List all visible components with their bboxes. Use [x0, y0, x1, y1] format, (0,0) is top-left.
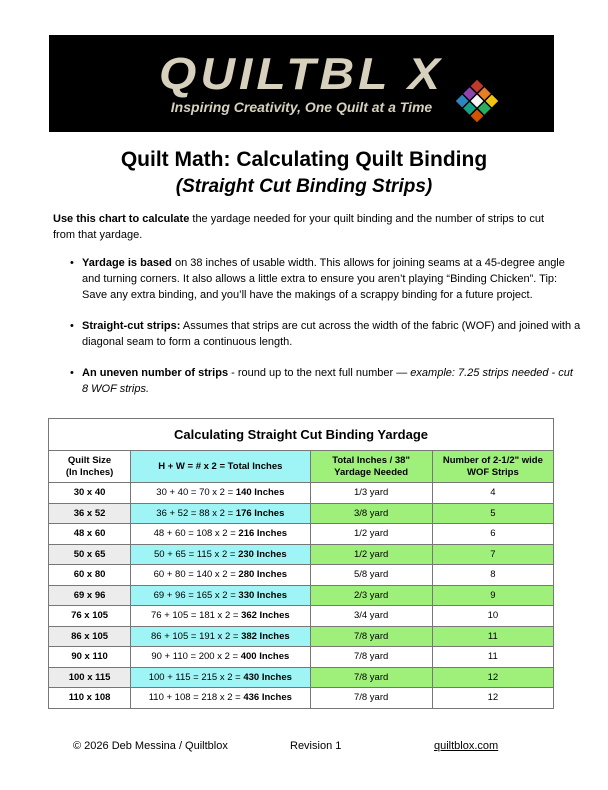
cell-calc — [131, 565, 310, 586]
calc-total: 140 Inches — [235, 487, 285, 499]
cell-strips: 6 — [432, 524, 553, 545]
cell-calc — [131, 544, 310, 565]
table-body — [49, 483, 554, 709]
cell-strips: 12 — [432, 688, 553, 709]
table-row — [49, 483, 554, 504]
calc-text: 100 + 115 = 215 x 2 = — [148, 671, 244, 683]
cell-yardage: 7/8 yard — [310, 647, 432, 668]
cell-calc — [131, 606, 310, 627]
cell-yardage: 7/8 yard — [310, 626, 432, 647]
footer-copyright: © 2026 Deb Messina / Quiltblox — [73, 740, 228, 752]
cell-quilt-size: 110 x 108 — [49, 688, 131, 709]
bullet-text: Assumes that strips are cut across the width of the fabric (WOF) and joined with a diagonal seam to form a continuous length. — [82, 320, 581, 348]
banner — [49, 35, 554, 132]
cell-calc — [131, 647, 310, 668]
cell-quilt-size: 50 x 65 — [49, 544, 131, 565]
cell-quilt-size: 69 x 96 — [49, 585, 131, 606]
cell-yardage: 1/2 yard — [310, 524, 432, 545]
bullet-example: example: 7.25 strips needed - cut 8 WOF strips. — [82, 367, 573, 395]
cell-calc — [131, 626, 310, 647]
bullet-yardage — [82, 255, 582, 303]
cell-calc — [131, 483, 310, 504]
cell-yardage: 2/3 yard — [310, 585, 432, 606]
logo-text: QUILTBL X — [159, 50, 444, 99]
cell-strips: 9 — [432, 585, 553, 606]
calc-text: 86 + 105 = 191 x 2 = — [151, 630, 242, 642]
cell-yardage: 3/8 yard — [310, 503, 432, 524]
header-label: H + W = # x 2 = Total Inches — [158, 460, 283, 472]
cell-strips: 12 — [432, 667, 553, 688]
table-caption: Calculating Straight Cut Binding Yardage — [49, 419, 554, 451]
cell-strips: 7 — [432, 544, 553, 565]
bullet-bold: Yardage is based — [82, 257, 172, 269]
calc-total: 230 Inches — [238, 548, 287, 560]
header-label: Total Inches / 38" Yardage Needed — [332, 454, 410, 478]
header-quilt-size — [49, 451, 131, 483]
page-subtitle: (Straight Cut Binding Strips) — [175, 176, 433, 197]
calc-total: 362 Inches — [241, 610, 290, 622]
calc-total: 436 Inches — [243, 692, 292, 704]
table-row — [49, 606, 554, 627]
yardage-table — [48, 418, 554, 709]
calc-total: 280 Inches — [238, 569, 288, 581]
header-yardage — [310, 451, 432, 483]
calc-total: 216 Inches — [238, 528, 288, 540]
calc-total: 330 Inches — [238, 589, 288, 601]
cell-quilt-size: 100 x 115 — [49, 667, 131, 688]
header-label: Number of 2-1/2" wide WOF Strips — [442, 454, 543, 478]
intro-bold: Use this chart to calculate — [53, 213, 190, 225]
table-row — [49, 544, 554, 565]
calc-text: 90 + 110 = 200 x 2 = — [151, 651, 241, 663]
tagline: Inspiring Creativity, One Quilt at a Time — [170, 99, 433, 115]
cell-calc — [131, 524, 310, 545]
header-label: Quilt Size (In Inches) — [65, 454, 114, 478]
footer-revision: Revision 1 — [290, 740, 342, 752]
bullet-text: on 38 inches of usable width. This allows for joining seams at a 45-degree angle and turning corners. It also allows a little extra to ensure you aren’t playing “Binding Chicken”. Tip: Save any extra binding, and you’ll have the makings of a scrappy binding for a future project. — [82, 257, 565, 301]
cell-yardage: 5/8 yard — [310, 565, 432, 586]
page-title: Quilt Math: Calculating Quilt Binding — [120, 148, 488, 171]
cell-calc — [131, 688, 310, 709]
cell-quilt-size: 30 x 40 — [49, 483, 131, 504]
intro-paragraph — [53, 211, 553, 243]
table-row — [49, 667, 554, 688]
intro-text: the yardage needed for your quilt binding and the number of strips to cut from that yardage. — [53, 213, 544, 241]
calc-total: 430 Inches — [243, 671, 292, 683]
cell-calc — [131, 667, 310, 688]
table-row — [49, 503, 554, 524]
header-calc — [131, 451, 310, 483]
cell-strips: 4 — [432, 483, 553, 504]
calc-total: 382 Inches — [241, 630, 290, 642]
bullet-text: - round up to the next full number — — [228, 367, 411, 379]
cell-yardage: 7/8 yard — [310, 667, 432, 688]
calc-text: 60 + 80 = 140 x 2 = — [153, 569, 239, 581]
calc-total: 176 Inches — [235, 507, 285, 519]
table-row — [49, 688, 554, 709]
bullet-bold: Straight-cut strips: — [82, 320, 181, 332]
calc-text: 50 + 65 = 115 x 2 = — [153, 548, 239, 560]
calc-text: 48 + 60 = 108 x 2 = — [153, 528, 239, 540]
cell-quilt-size: 60 x 80 — [49, 565, 131, 586]
footer-link[interactable]: quiltblox.com — [434, 740, 499, 752]
bullet-bold: An uneven number of strips — [82, 367, 229, 379]
bullet-straight-cut — [82, 318, 582, 350]
table-row — [49, 565, 554, 586]
table-row — [49, 626, 554, 647]
cell-yardage: 7/8 yard — [310, 688, 432, 709]
cell-strips: 8 — [432, 565, 553, 586]
calc-text: 76 + 105 = 181 x 2 = — [151, 610, 242, 622]
cell-strips: 11 — [432, 647, 553, 668]
cell-strips: 5 — [432, 503, 553, 524]
cell-yardage: 1/2 yard — [310, 544, 432, 565]
calc-text: 36 + 52 = 88 x 2 = — [156, 507, 236, 519]
bullet-uneven — [82, 365, 582, 397]
cell-quilt-size: 90 x 110 — [49, 647, 131, 668]
cell-calc — [131, 503, 310, 524]
calc-text: 30 + 40 = 70 x 2 = — [156, 487, 236, 499]
cell-quilt-size: 86 x 105 — [49, 626, 131, 647]
bullet-list — [53, 255, 582, 412]
table-row — [49, 585, 554, 606]
cell-calc — [131, 585, 310, 606]
calc-total: 400 Inches — [240, 651, 290, 663]
cell-quilt-size: 48 x 60 — [49, 524, 131, 545]
calc-text: 69 + 96 = 165 x 2 = — [153, 589, 239, 601]
cell-yardage: 1/3 yard — [310, 483, 432, 504]
cell-strips: 11 — [432, 626, 553, 647]
cell-quilt-size: 76 x 105 — [49, 606, 131, 627]
cell-quilt-size: 36 x 52 — [49, 503, 131, 524]
table-row — [49, 524, 554, 545]
table-row — [49, 647, 554, 668]
cell-strips: 10 — [432, 606, 553, 627]
cell-yardage: 3/4 yard — [310, 606, 432, 627]
calc-text: 110 + 108 = 218 x 2 = — [148, 692, 244, 704]
header-strips — [432, 451, 553, 483]
